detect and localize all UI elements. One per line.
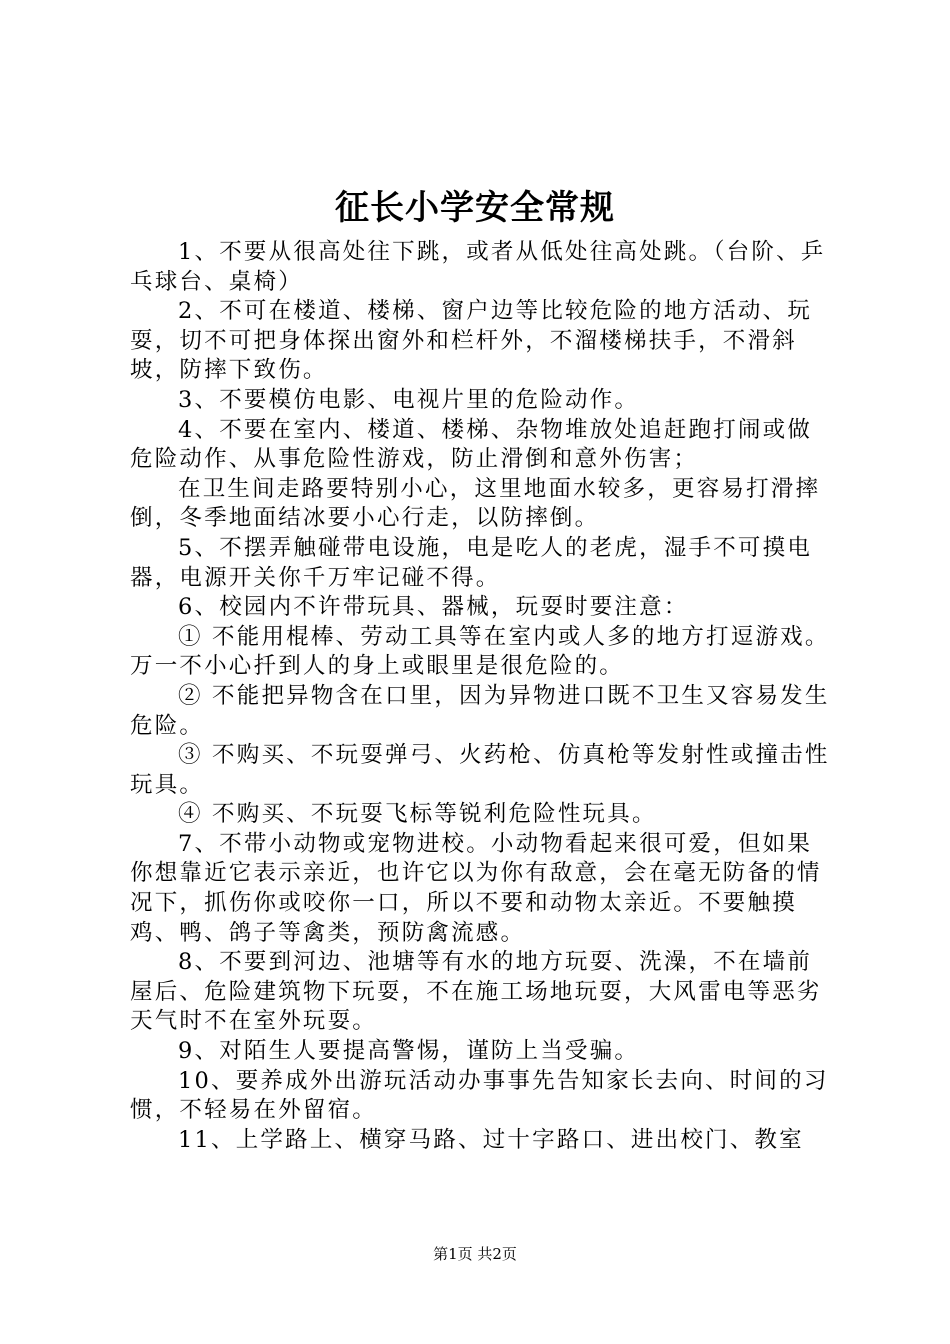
- rule-paragraph: 7、不带小动物或宠物进校。小动物看起来很可爱，但如果你想靠近它表示亲近，也许它以为你有敌意，会在毫无防备的情况下，抓伤你或咬你一口，所以不要和动物太亲近。不要触摸鸡、鸭、鸽子等禽类，预防禽流感。: [130, 830, 822, 946]
- sub-rule-paragraph: ④ 不购买、不玩耍飞标等锐利危险性玩具。: [178, 801, 657, 828]
- rule-paragraph: 6、校园内不许带玩具、器械，玩耍时要注意：: [178, 594, 689, 621]
- sub-rule-paragraph: ② 不能把异物含在口里，因为异物进口既不卫生又容易发生危险。: [130, 682, 830, 739]
- sub-rule-paragraph: ① 不能用棍棒、劳动工具等在室内或人多的地方打逗游戏。万一不小心扦到人的身上或眼里是很危险的。: [130, 623, 830, 680]
- document-body: [130, 238, 835, 1155]
- rule-paragraph: 8、不要到河边、池塘等有水的地方玩耍、洗澡，不在墙前屋后、危险建筑物下玩耍，不在施工场地玩耍，大风雷电等恶劣天气时不在室外玩耍。: [130, 949, 822, 1035]
- rule-paragraph: 在卫生间走路要特别小心，这里地面水较多，更容易打滑摔倒，冬季地面结冰要小心行走，以防摔倒。: [130, 475, 821, 532]
- page-footer: 第1页 共2页: [433, 1245, 517, 1263]
- rule-paragraph: 4、不要在室内、楼道、楼梯、杂物堆放处追赶跑打闹或做危险动作、从事危险性游戏，防止滑倒和意外伤害；: [130, 416, 813, 473]
- rule-paragraph: 9、对陌生人要提高警惕，谨防上当受骗。: [178, 1038, 640, 1065]
- rule-paragraph: 1、不要从很高处往下跳，或者从低处往高处跳。（台阶、乒乓球台、桌椅）: [130, 239, 826, 295]
- rule-paragraph: 5、不摆弄触碰带电设施，电是吃人的老虎，湿手不可摸电器，电源开关你千万牢记碰不得。: [130, 534, 813, 591]
- rule-paragraph: 10、要养成外出游玩活动办事事先告知家长去向、时间的习惯，不轻易在外留宿。: [130, 1067, 829, 1124]
- rule-paragraph: 3、不要模仿电影、电视片里的危险动作。: [178, 386, 640, 413]
- sub-rule-paragraph: ③ 不购买、不玩耍弹弓、火药枪、仿真枪等发射性或撞击性玩具。: [130, 742, 830, 798]
- rule-paragraph: 2、不可在楼道、楼梯、窗户边等比较危险的地方活动、玩耍，切不可把身体探出窗外和栏杆外，不溜楼梯扶手，不滑斜坡，防摔下致伤。: [130, 298, 813, 384]
- rule-paragraph: 11、上学路上、横穿马路、过十字路口、进出校门、教室: [178, 1126, 804, 1153]
- page-title: 征长小学安全常规: [335, 188, 615, 228]
